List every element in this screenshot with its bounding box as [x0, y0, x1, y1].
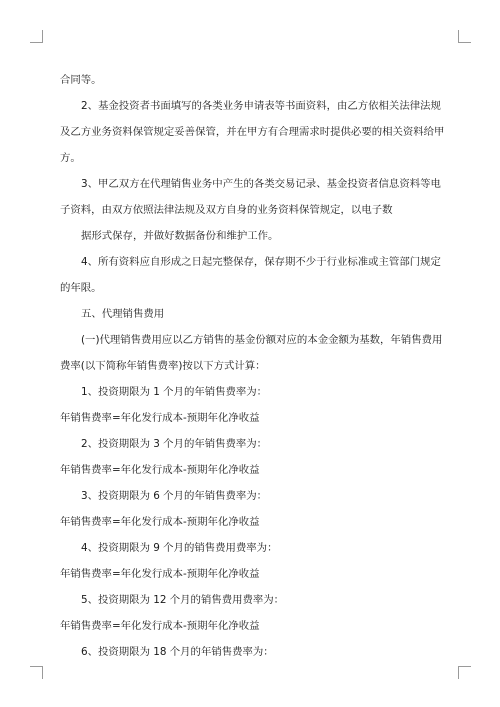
paragraph-line: 2、投资期限为 3 个月的年销售费率为： [81, 438, 268, 450]
paragraph-line: 费率(以下简称年销售费率)按以下方式计算： [60, 360, 266, 372]
paragraph-line: 4、所有资料应自形成之日起完整保存，保存期不少于行业标准或主管部门规定 [81, 256, 441, 268]
section-heading: 五、代理销售费用 [81, 308, 165, 320]
formula-line: 年销售费率=年化发行成本-预期年化净收益 [60, 516, 260, 528]
paragraph-line: 6、投资期限为 18 个月的年销售费率为： [81, 646, 274, 658]
crop-mark-bottom-left [30, 666, 43, 679]
crop-mark-top-left [30, 30, 43, 43]
formula-line: 年销售费率=年化发行成本-预期年化净收益 [60, 568, 260, 580]
paragraph-line: 合同等。 [60, 74, 102, 86]
paragraph-line: 及乙方业务资料保管规定妥善保管，并在甲方有合理需求时提供必要的相关资料给甲 [60, 126, 445, 138]
paragraph-line: 2、基金投资者书面填写的各类业务申请表等书面资料，由乙方依相关法律法规 [81, 100, 441, 112]
formula-line: 年销售费率=年化发行成本-预期年化净收益 [60, 412, 260, 424]
formula-line: 年销售费率=年化发行成本-预期年化净收益 [60, 620, 260, 632]
paragraph-line: 据形式保存，并做好数据备份和维护工作。 [81, 230, 279, 242]
paragraph-line: 方。 [60, 152, 81, 164]
paragraph-line: 子资料，由双方依照法律法规及双方自身的业务资料保管规定，以电子数 [60, 204, 393, 216]
paragraph-line: 5、投资期限为 12 个月的销售费用费率为： [81, 594, 285, 606]
crop-mark-bottom-right [458, 666, 471, 679]
paragraph-line: 的年限。 [60, 282, 102, 294]
paragraph-line: (一)代理销售费用应以乙方销售的基金份额对应的本金金额为基数，年销售费用 [81, 334, 443, 346]
paragraph-line: 3、甲乙双方在代理销售业务中产生的各类交易记录、基金投资者信息资料等电 [81, 178, 441, 190]
paragraph-line: 1、投资期限为 1 个月的年销售费率为： [81, 386, 268, 398]
crop-mark-top-right [458, 30, 471, 43]
paragraph-line: 4、投资期限为 9 个月的销售费用费率为： [81, 542, 278, 554]
formula-line: 年销售费率=年化发行成本-预期年化净收益 [60, 464, 260, 476]
paragraph-line: 3、投资期限为 6 个月的年销售费率为： [81, 490, 268, 502]
